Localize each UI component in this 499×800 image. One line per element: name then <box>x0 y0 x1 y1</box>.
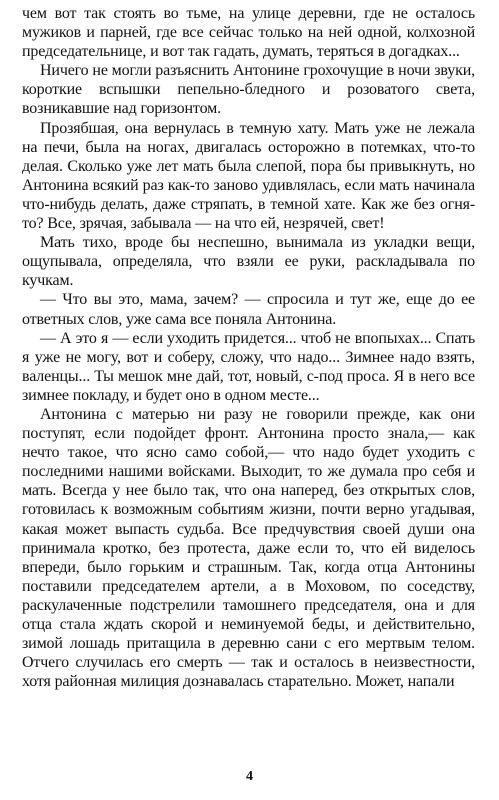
paragraph-1: чем вот так стоять во тьме, на улице деревни, где не осталось мужиков и парней, где все сейчас только на ней одной, колхозной председательнице, и вот так гадать, думать, теряться в догадках... <box>22 5 475 61</box>
paragraph-4: Мать тихо, вроде бы неспешно, вынимала из укладки вещи, ощупывала, определяла, что взяли ее руки, раскладывала по кучкам. <box>22 234 475 290</box>
paragraph-6: — А это я — если уходить придется... чтоб не впопыхах... Спать я уже не могу, вот и соберу, сложу, что надо... Зимнее надо взять, валенцы... Ты мешок мне дай, тот, новый, с-под проса. Я в него все зимнее покладу, и будет оно в одном месте... <box>22 329 475 404</box>
paragraph-5: — Что вы это, мама, зачем? — спросила и тут же, еще до ее ответных слов, уже сама все поняла Антонина. <box>22 291 475 328</box>
paragraph-2: Ничего не могли разъяснить Антонине грохочущие в ночи звуки, короткие вспышки пепельно-бледного и розоватого света, возникавшие над горизонтом. <box>22 62 475 118</box>
page-number: 4 <box>246 769 253 784</box>
body-text <box>22 4 475 691</box>
paragraph-7: Антонина с матерью ни разу не говорили прежде, как они поступят, если подойдет фронт. Антонина просто знала,— как нечто такое, что ясно само собой,— что надо будет уходить с последними нашими войсками. Выходит, то же думала про себя и мать. Всегда у нее было так, что она наперед, без открытых слов, готовилась к возможным событиям жизни, почти верно угадывая, какая может выпасть судьба. Все предчувствия своей души она принимала кротко, без протеста, даже если то, что ей виделось впереди, было горьким и страшным. Так, когда отца Антонины поставили председателем артели, а в Моховом, по соседству, раскулаченные подстрелили тамошнего председателя, она и для отца стала ждать скорой и неминуемой беды, и действительно, зимой лошадь притащила в деревню сани с его мертвым телом. Отчего случилась его смерть — так и осталось в неизвестности, хотя районная милиция дознавалась старательно. Может, напали <box>22 405 475 691</box>
paragraph-3: Прозябшая, она вернулась в темную хату. Мать уже не лежала на печи, была на ногах, двигалась осторожно в потемках, что-то делая. Сколько уже лет мать была слепой, пора бы привыкнуть, но Антонина всякий раз как-то заново удивлялась, если мать начинала что-нибудь делать, даже стряпать, в темной хате. Как же без огня-то? Все, зрячая, забывала — на что ей, незрячей, свет! <box>22 119 475 233</box>
